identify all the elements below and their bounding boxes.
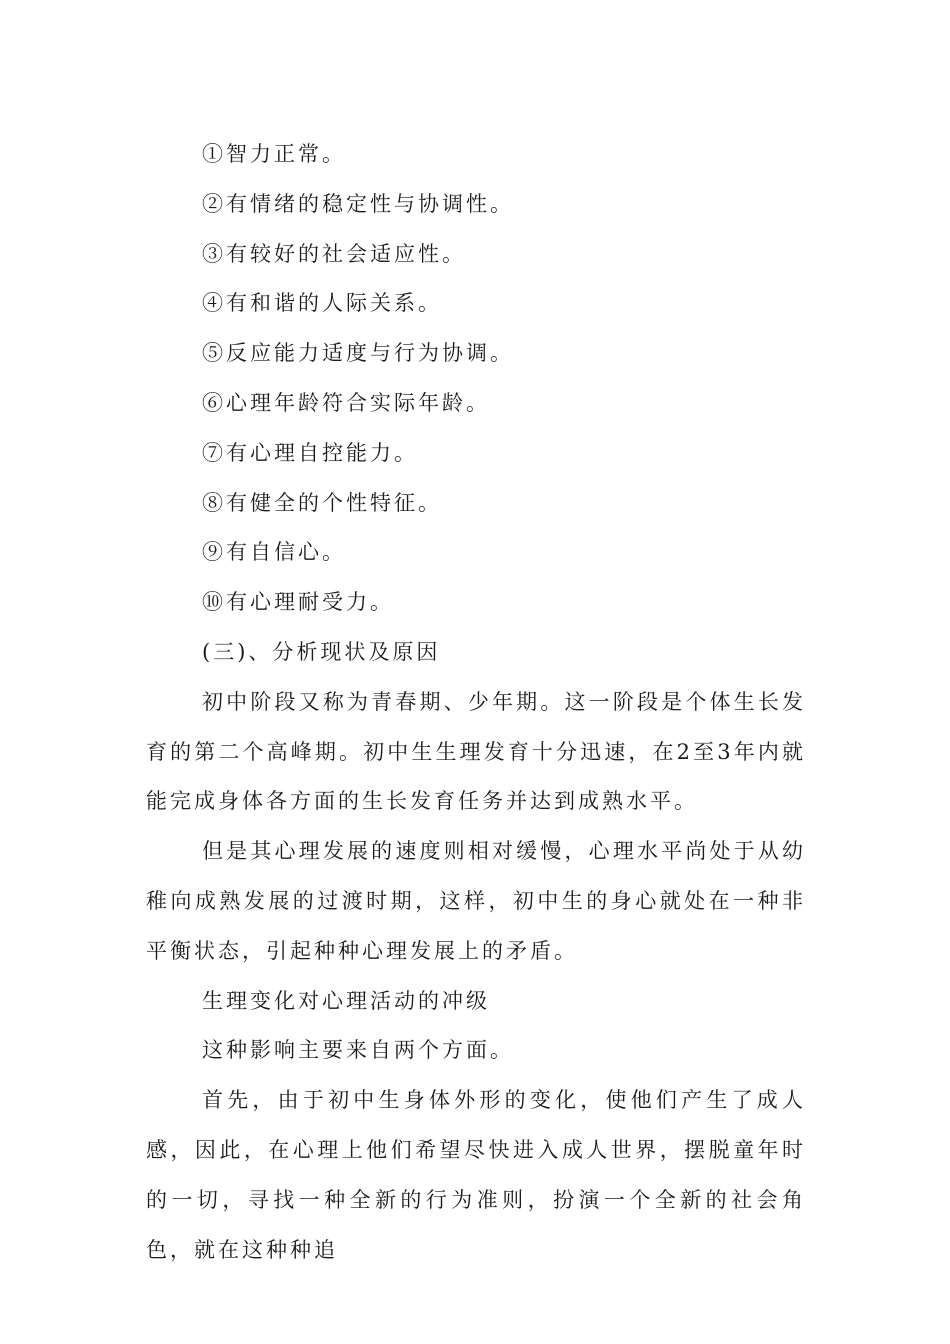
subheading: 生理变化对心理活动的冲级	[202, 988, 490, 1013]
paragraph-adult-sense: 首先，由于初中生身体外形的变化，使他们产生了成人感，因此，在心理上他们希望尽快进入成人世界，摆脱童年时的一切，寻找一种全新的行为准则，扮演一个全新的社会角色，就在这种种追	[146, 1088, 806, 1262]
paragraph-psychology: 但是其心理发展的速度则相对缓慢，心理水平尚处于从幼稚向成熟发展的过渡时期，这样，初中生的身心就处在一种非平衡状态，引起种种心理发展上的矛盾。	[146, 839, 806, 963]
paragraph-puberty: 初中阶段又称为青春期、少年期。这一阶段是个体生长发育的第二个高峰期。初中生生理发育十分迅速，在2至3年内就能完成身体各方面的生长发育任务并达到成熟水平。	[146, 689, 806, 814]
list-item: ⑥心理年龄符合实际年龄。	[202, 390, 490, 415]
list-item: ⑦有心理自控能力。	[202, 440, 418, 465]
list-item: ③有较好的社会适应性。	[202, 241, 466, 266]
document-body	[146, 130, 806, 1275]
list-item: ①智力正常。	[202, 142, 346, 166]
list-item: ⑩有心理耐受力。	[202, 590, 394, 615]
list-item: ⑨有自信心。	[202, 540, 346, 565]
list-item: ④有和谐的人际关系。	[202, 291, 442, 316]
list-item: ⑤反应能力适度与行为协调。	[202, 341, 514, 366]
list-item: ②有情绪的稳定性与协调性。	[202, 191, 514, 216]
section-heading: (三)、分析现状及原因	[202, 639, 441, 664]
paragraph-influence: 这种影响主要来自两个方面。	[202, 1038, 514, 1063]
list-item: ⑧有健全的个性特征。	[202, 490, 442, 515]
